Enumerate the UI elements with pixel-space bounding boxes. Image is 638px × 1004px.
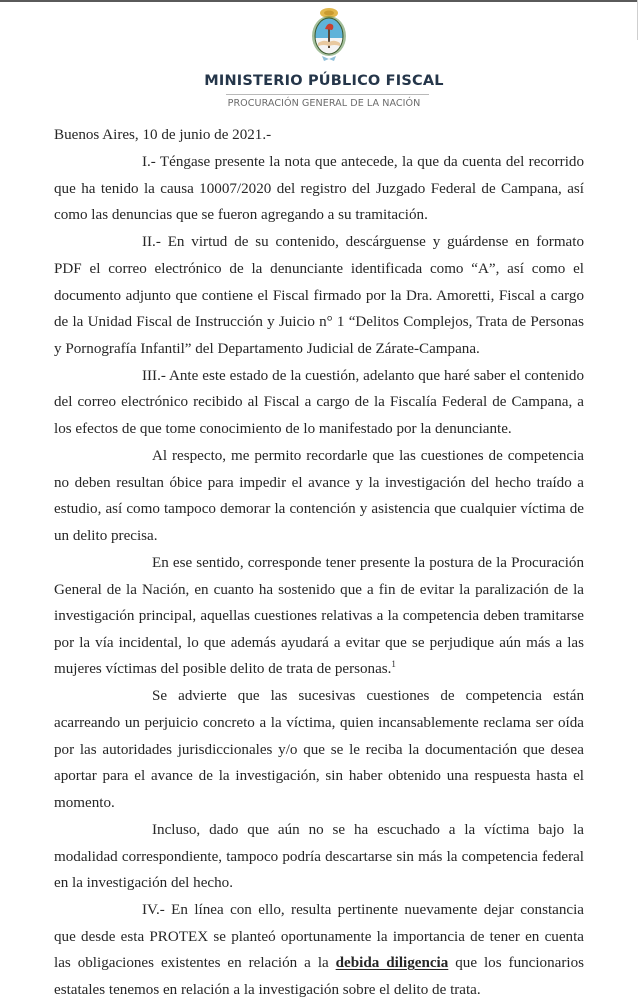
paragraph-text-after: que los funcionarios estatales tenemos en relación a la investigación sobre el delito de trata. (54, 955, 584, 998)
paragraph-se-advierte: Se advierte que las sucesivas cuestiones de competencia están acarreando un perjuicio concreto a la víctima, quien incansablemente reclama ser oída por las autoridades jurisdiccionales y/o que se le reciba la documentación que desea aportar para el avance de la investigación, sin haber obtenido una respuesta hasta el momento. (54, 688, 584, 811)
footnote-reference[interactable]: 1 (391, 659, 396, 670)
emphasis-debida-diligencia: debida diligencia (335, 955, 449, 972)
paragraph-text: En ese sentido, corresponde tener presente la postura de la Procuración General de la Nación, en cuanto ha sostenido que a fin de evitar la paralización de la investigación principal, aquellas cuestiones relativas a la competencia deben tramitarse por la vía incidental, lo que además ayudará a evitar que se perjudique aún más a las mujeres víctimas del posible delito de trata de personas. (54, 555, 584, 678)
document-body (54, 122, 584, 1004)
ministry-subtitle: PROCURACIÓN GENERAL DE LA NACIÓN (227, 98, 421, 109)
letterhead (0, 0, 638, 115)
paragraph-ii: II.- En virtud de su contenido, descárguense y guárdense en formato PDF el correo electrónico de la denunciante identificada como “A”, así como el documento adjunto que contiene el Fiscal firmado por la Dra. Amoretti, Fiscal a cargo de la Unidad Fiscal de Instrucción y Juicio n° 1 “Delitos Complejos, Trata de Personas y Pornografía Infantil” del Departamento Judicial de Zárate-Campana. (54, 234, 584, 357)
letterhead-divider (226, 94, 429, 95)
paragraph-incluso: Incluso, dado que aún no se ha escuchado a la víctima bajo la modalidad correspondiente, tampoco podría descartarse sin más la competencia federal en la investigación del hecho. (54, 821, 584, 892)
coat-of-arms-icon (306, 4, 352, 64)
paragraph-i: I.- Téngase presente la nota que antecede, la que da cuenta del recorrido que ha tenido la causa 10007/2020 del registro del Juzgado Federal de Campana, así como las denuncias que se fueron agregando a su tramitación. (54, 154, 584, 224)
date-line: Buenos Aires, 10 de junio de 2021.- (54, 127, 272, 143)
paragraph-iv (54, 897, 584, 1003)
paragraph-en-ese-sentido (54, 550, 584, 683)
ministry-title: MINISTERIO PÚBLICO FISCAL (204, 73, 444, 89)
paragraph-text-before: IV.- En línea con ello, resulta pertinente nuevamente dejar constancia que desde esta PROTEX se planteó oportunamente la importancia de tener en cuenta las obligaciones existentes en relación a la (54, 902, 584, 972)
paragraph-iii: III.- Ante este estado de la cuestión, adelanto que haré saber el contenido del correo electrónico recibido al Fiscal a cargo de la Fiscalía Federal de Campana, a los efectos de que tome conocimiento de lo manifestado por la denunciante. (54, 367, 584, 438)
paragraph-al-respecto: Al respecto, me permito recordarle que las cuestiones de competencia no deben resultan óbice para impedir el avance y la investigación del hecho traído a estudio, así como tampoco demorar la contención y asistencia que cualquier víctima de un delito precisa. (54, 448, 584, 544)
